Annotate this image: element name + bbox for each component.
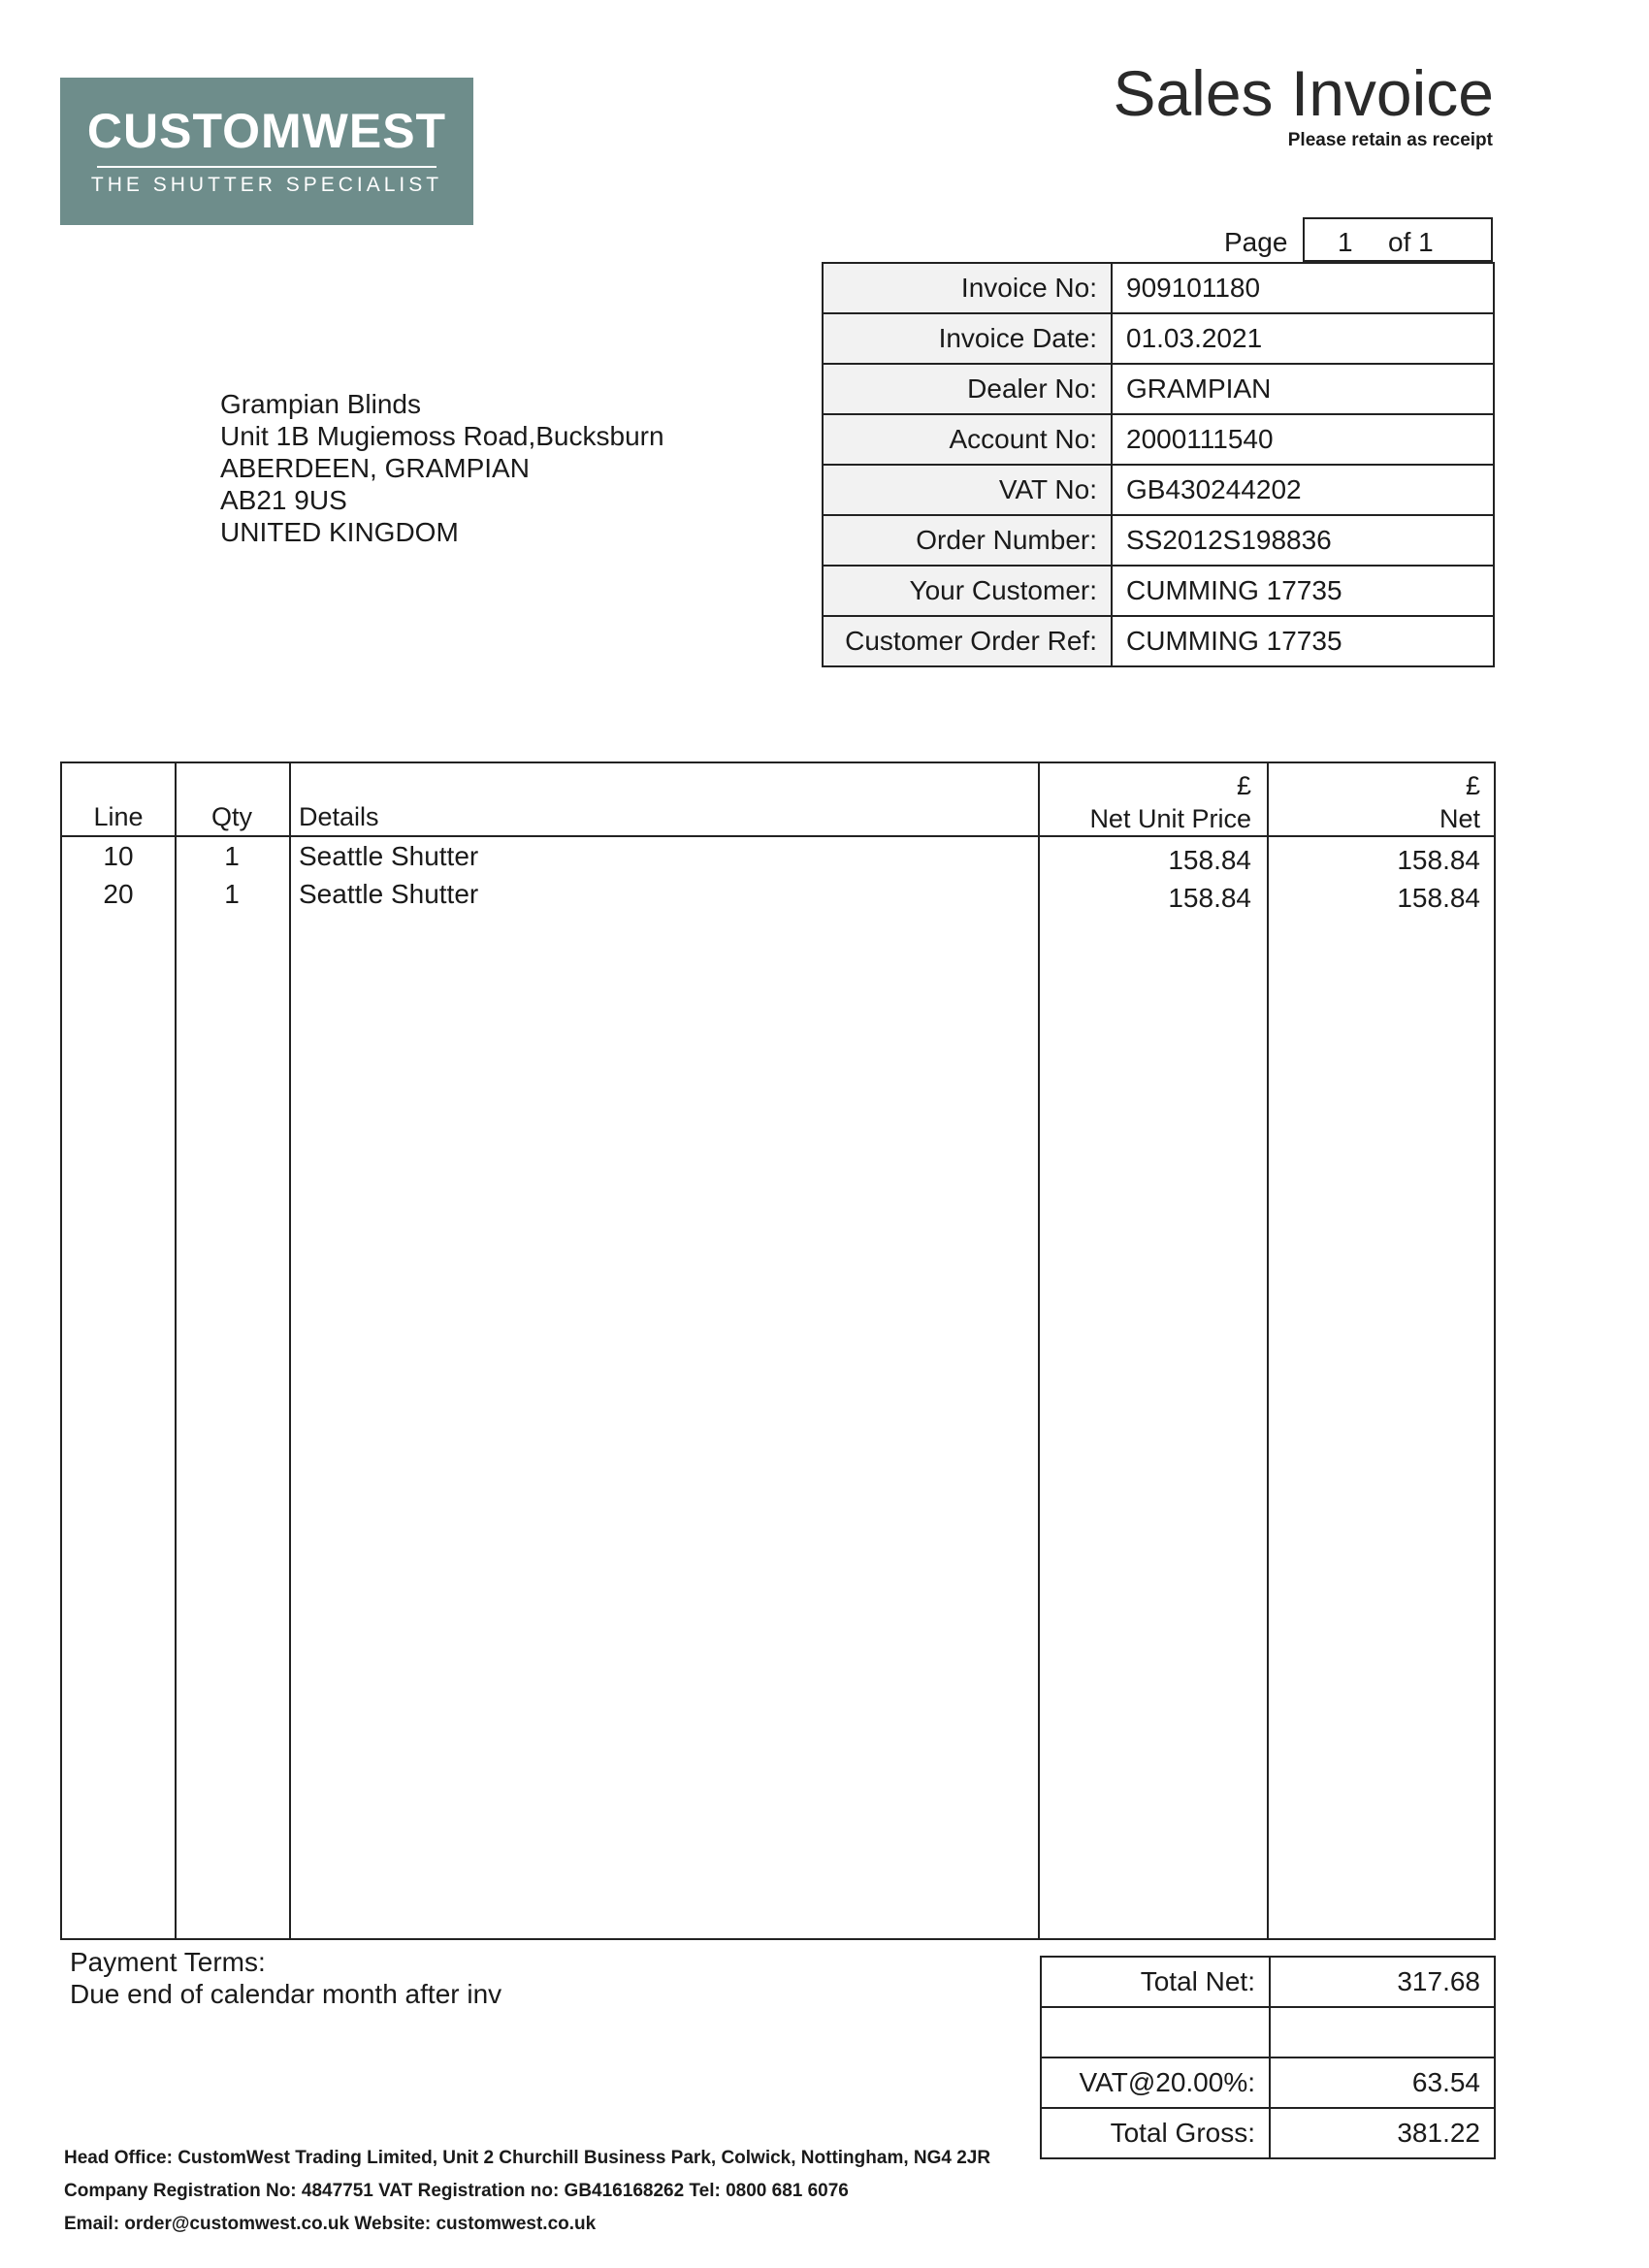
footer-head-office: Head Office: CustomWest Trading Limited, Unit 2 Churchill Business Park, Colwick, Nottingham, NG4 2JR [64,2148,991,2168]
col-header-net-currency: £ [1465,771,1480,800]
totals-row [1041,2057,1495,2108]
info-row [823,465,1494,515]
info-value: 2000111540 [1112,414,1494,465]
address-line: Unit 1B Mugiemoss Road,Bucksburn [220,421,664,451]
totals-value [1270,2007,1495,2057]
header-divider [62,835,1494,837]
info-label: VAT No: [823,465,1112,515]
totals-row [1041,1957,1495,2007]
col-header-unit-price: Net Unit Price [1089,804,1251,833]
cell-qty: 1 [224,841,240,871]
totals-table [1040,1956,1496,2159]
address-line: Grampian Blinds [220,389,421,419]
info-value: SS2012S198836 [1112,515,1494,566]
info-value: GB430244202 [1112,465,1494,515]
column-divider [289,763,291,1938]
column-divider [175,763,177,1938]
totals-row [1041,2108,1495,2158]
info-label: Account No: [823,414,1112,465]
footer-registration: Company Registration No: 4847751 VAT Registration no: GB416168262 Tel: 0800 681 6076 [64,2181,849,2201]
page-indicator [1303,217,1493,262]
cell-unit-price: 158.84 [1168,845,1251,875]
invoice-info-table [822,262,1495,667]
column-divider [1267,763,1269,1938]
table-row [62,841,1494,880]
customer-address [220,388,664,548]
totals-label: Total Gross: [1041,2108,1270,2158]
info-label: Dealer No: [823,364,1112,414]
page-title: Sales Invoice [1113,57,1494,129]
footer-contact: Email: order@customwest.co.uk Website: customwest.co.uk [64,2214,597,2234]
page-label: Page [1224,227,1288,257]
info-row [823,263,1494,313]
payment-terms-label: Payment Terms: [70,1947,266,1977]
cell-qty: 1 [224,879,240,909]
col-header-unit-currency: £ [1236,771,1251,800]
info-label: Your Customer: [823,566,1112,616]
totals-row [1041,2007,1495,2057]
footer [64,2142,990,2241]
info-value: 01.03.2021 [1112,313,1494,364]
cell-net: 158.84 [1397,845,1480,875]
address-line: UNITED KINGDOM [220,517,459,547]
info-value: GRAMPIAN [1112,364,1494,414]
column-divider [1038,763,1040,1938]
logo-brand: CUSTOMWEST [86,104,447,158]
totals-value: 381.22 [1270,2108,1495,2158]
info-value: 909101180 [1112,263,1494,313]
page-subtitle: Please retain as receipt [1287,130,1493,150]
col-header-net: Net [1439,804,1480,833]
info-label: Invoice No: [823,263,1112,313]
info-label: Order Number: [823,515,1112,566]
info-row [823,566,1494,616]
cell-details: Seattle Shutter [299,879,479,909]
cell-details: Seattle Shutter [299,841,479,871]
info-row [823,313,1494,364]
payment-terms-value: Due end of calendar month after inv [70,1979,502,2009]
page-total: of 1 [1388,227,1434,257]
col-header-qty: Qty [210,802,252,831]
info-label: Invoice Date: [823,313,1112,364]
page-current: 1 [1338,227,1353,257]
totals-value: 317.68 [1270,1957,1495,2007]
cell-net: 158.84 [1397,883,1480,913]
totals-label [1041,2007,1270,2057]
info-row [823,515,1494,566]
totals-value: 63.54 [1270,2057,1495,2108]
col-header-line: Line [93,802,144,831]
info-row [823,364,1494,414]
payment-terms [70,1946,501,2010]
info-row [823,616,1494,666]
info-row [823,414,1494,465]
logo-rule [97,166,436,168]
address-line: ABERDEEN, GRAMPIAN [220,453,530,483]
cell-unit-price: 158.84 [1168,883,1251,913]
logo-tagline: THE SHUTTER SPECIALIST [90,174,443,196]
address-line: AB21 9US [220,485,347,515]
line-items-table [60,761,1496,1940]
cell-line: 20 [103,879,134,909]
info-value: CUMMING 17735 [1112,616,1494,666]
cell-line: 10 [103,841,134,871]
totals-label: Total Net: [1041,1957,1270,2007]
table-row [62,879,1494,918]
totals-label: VAT@20.00%: [1041,2057,1270,2108]
company-logo [60,78,473,225]
info-value: CUMMING 17735 [1112,566,1494,616]
col-header-details: Details [299,802,379,831]
info-label: Customer Order Ref: [823,616,1112,666]
